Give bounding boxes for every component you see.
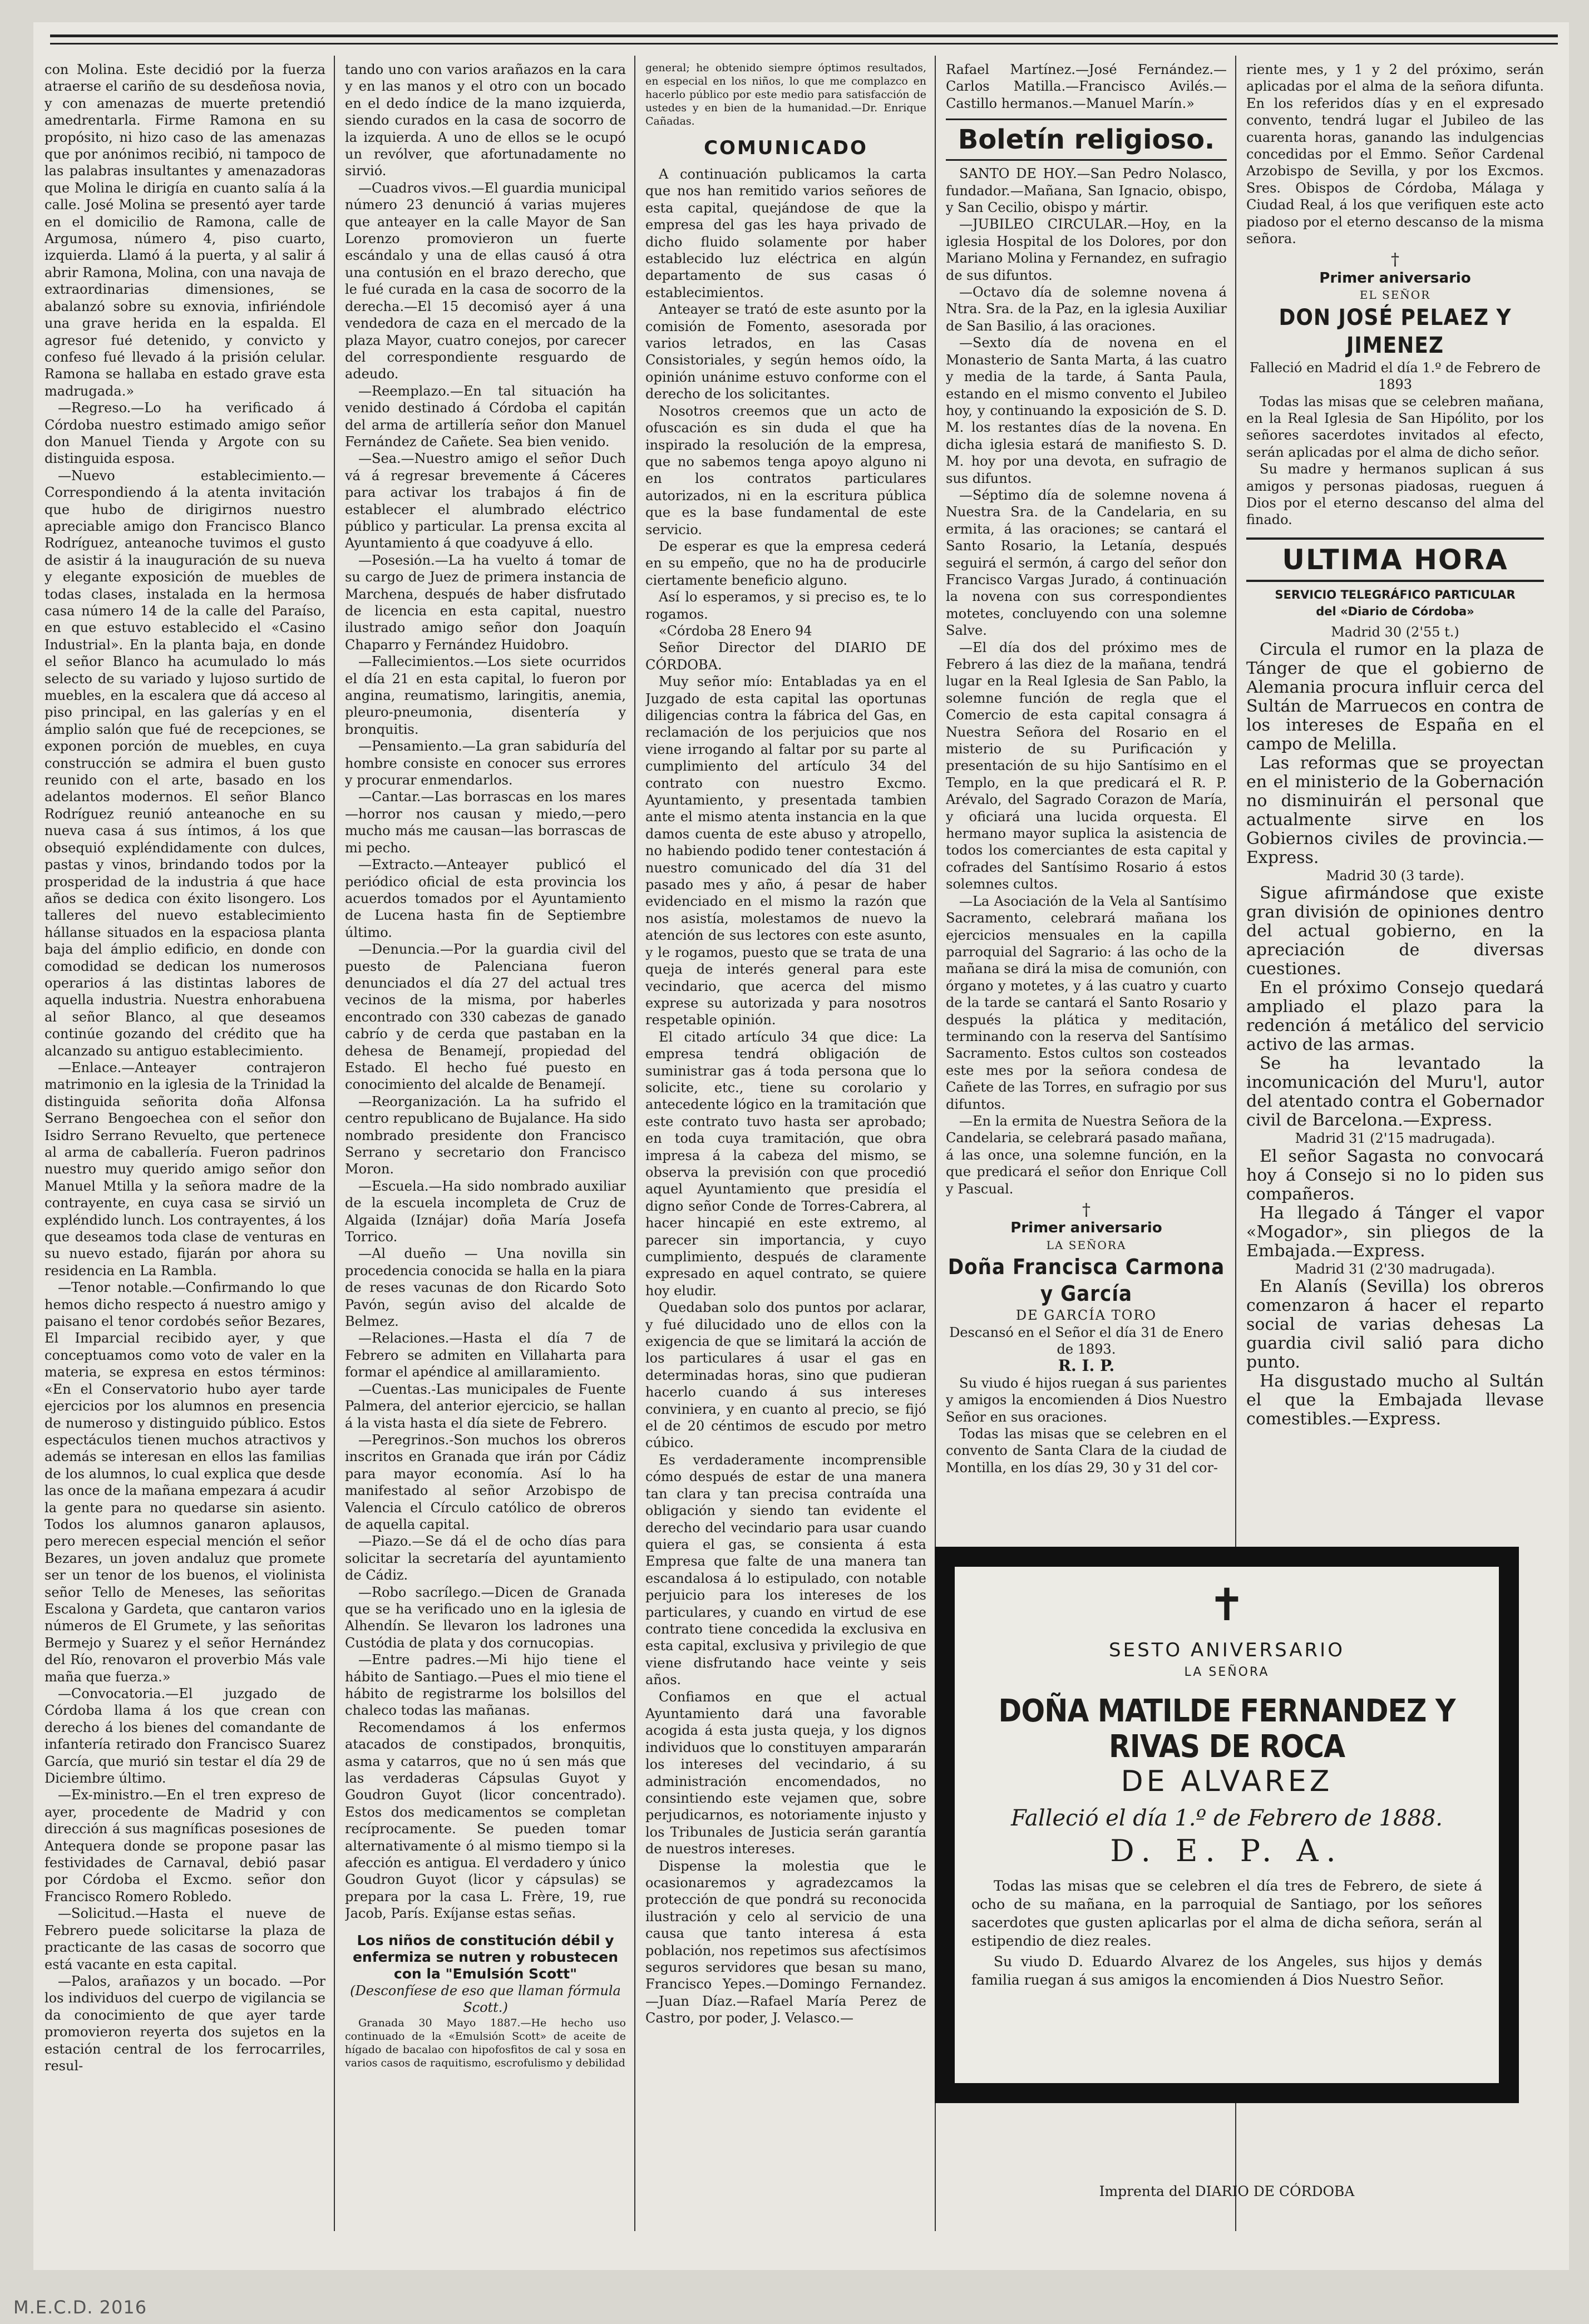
letter-paragraph: Así lo esperamos, y si preciso es, te lo rogamos. (645, 589, 926, 622)
cross-icon: ✝ (1208, 1579, 1246, 1631)
cross-icon: † (1082, 1200, 1090, 1220)
obituary-depa: D. E. P. A. (1110, 1833, 1344, 1868)
news-paragraph: con Molina. Este decidió por la fuerza atraerse el cariño de su desdeñosa novia, y con amenazas de muerte pretendió amedrentarla. Firme Ramona en su propósito, ni hizo caso de las amenazas que por anónimos recibió, ni tampoco de las palabras insultantes y amenazadoras que Molina le dirigía en cuanto salía á la calle. José Molina se presentó ayer tarde en el domicilio de Ramona, calle de Argumosa, número 4, piso cuarto, izquierda. Llamó á la puerta, y al salir á abrir Ramona, Molina, con una navaja de extraordinarias dimensiones, se abalanzó sobre su exnovia, infiriéndole una grave herida en la espalda. El agresor fué detenido, y convicto y confeso fué llevado á la prisión celular. Ramona se hallaba en estado grave esta madrugada.» (45, 62, 325, 399)
obituary-body: Su madre y hermanos suplican á sus amigos y personas piadosas, rueguen á Dios por el eterno descanso del alma del finado. (1246, 461, 1544, 528)
obituary-prefix: LA SEÑORA (1046, 1238, 1127, 1252)
letter-paragraph: De esperar es que la empresa cederá en su empeño, que no ha de producirle ciertamente beneficio alguno. (645, 538, 926, 588)
news-paragraph: —Escuela.—Ha sido nombrado auxiliar de la escuela incompleta de Cruz de Algaida (Iznájar) doña María Josefa Torrico. (345, 1178, 626, 1245)
news-paragraph: —Cuentas.-Las municipales de Fuente Palmera, del anterior ejercicio, se hallan á la vista hasta el día siete de Febrero. (345, 1381, 626, 1431)
continued-text: Rafael Martínez.—José Fernández.—Carlos Matilla.—Francisco Avilés.—Castillo hermanos.—Manuel Marín.» (946, 62, 1227, 111)
news-paragraph: —Ex-ministro.—En el tren expreso de ayer, procedente de Madrid y con dirección á sus magníficas posesiones de Antequera donde se propone pasar las festividades de Carnaval, debió pasar por Córdoba el Excmo. señor don Francisco Romero Robledo. (45, 1787, 325, 1904)
imprenta: Imprenta del DIARIO DE CÓRDOBA (1099, 2183, 1355, 2199)
dispatch-timestamp: Madrid 31 (2'30 madrugada). (1295, 1261, 1496, 1277)
telegraph-service: SERVICIO TELEGRÁFICO PARTICULAR (1275, 588, 1516, 601)
letter-paragraph: Quedaban solo dos puntos por aclarar, y fué dilucidado uno de ellos con la exigencia de que se limitará la acción de los particulares á usar el gas en determinadas horas, sino que pudieran hacerlo cuando á sus intereses conviniera, y en cuanto al precio, se fijó el de 20 céntimos de escudo por metro cúbico. (645, 1300, 926, 1451)
advert-body: Granada 30 Mayo 1887.—He hecho uso continuado de la «Emulsión Scott» de aceite de hígado de bacalao con hipofosfitos de cal y sosa en varios casos de raquitismo, escrofulismo y debilidad (345, 2016, 626, 2069)
letter-paragraph: A continuación publicamos la carta que nos han remitido varios señores de esta capital, quejándose de que la empresa del gas les haya privado de dicho fluido solamente por haber establecido luz eléctrica en algún departamento de sus casas ó establecimientos. (645, 166, 926, 300)
section-heading-boletin: Boletín religioso. (946, 119, 1227, 161)
news-paragraph: —Relaciones.—Hasta el día 7 de Febrero se admiten en Villaharta para formar el apéndice al amillaramiento. (345, 1330, 626, 1380)
obituary-died: Falleció el día 1.º de Febrero de 1888. (1010, 1805, 1443, 1831)
obituary-title: Primer aniversario (1010, 1220, 1162, 1237)
dispatch-timestamp: Madrid 30 (3 tarde). (1326, 867, 1464, 884)
news-paragraph: —Posesión.—La ha vuelto á tomar de su cargo de Juez de primera instancia de Marchena, después de haber disfrutado de licencia en esta capital, nuestro ilustrado amigo señor don Joaquín Chaparro y Fernández Huidobro. (345, 552, 626, 653)
obituary-name-2: DE GARCÍA TORO (1015, 1307, 1157, 1324)
obituary-name: DOÑA MATILDE FERNANDEZ Y RIVAS DE ROCA (998, 1693, 1455, 1765)
column-rule (634, 56, 635, 2231)
newspaper-page (33, 22, 1569, 2270)
news-paragraph: —Convocatoria.—El juzgado de Córdoba llama á los que crean con derecho á los bienes del comandante de infantería retirado don Francisco Suarez García, que murió sin testar el día 29 de Diciembre último. (45, 1686, 325, 1787)
news-paragraph: —Enlace.—Anteayer contrajeron matrimonio en la iglesia de la Trinidad la distinguida señorita doña Alfonsa Serrano Bengoechea con el señor don Isidro Serrano Revuelto, que pertenece al arma de caballería. Fueron padrinos nuestro muy querido amigo señor don Manuel Mtilla y la señora madre de la contrayente, en cuya casa se sirvió un expléndido lunch. Los contrayentes, á los que deseamos toda clase de venturas en su nuevo estado, fijarán por ahora su residencia en La Rambla. (45, 1059, 325, 1279)
religious-notice: SANTO DE HOY.—San Pedro Nolasco, fundador.—Mañana, San Ignacio, obispo, y San Cecilio, obispo y mártir. (946, 166, 1227, 216)
dispatch-timestamp: Madrid 30 (2'55 t.) (1331, 624, 1459, 640)
column-1 (45, 61, 325, 2237)
news-paragraph: —Entre padres.—Mi hijo tiene el hábito de Santiago.—Pues el mio tiene el hábito de registrarme los bolsillos del chaleco todas las mañanas. (345, 1652, 626, 1719)
letter-paragraph: Es verdaderamente incomprensible cómo después de estar de una manera tan clara y tan precisa contraída una obligación y siendo tan evidente el derecho del vecindario para usar cuando quiera el gas, se consienta á esta Empresa que falte de una manera tan escandalosa á lo estipulado, con notable perjuicio para los intereses de los particulares, y cuando en virtud de ese contrato tiene concedida la exclusiva en esta capital, exclusiva y privilegio de que viene disfrutando hace veinte y seis años. (645, 1452, 926, 1688)
obituary-died: Falleció en Madrid el día 1.º de Febrero de 1893 (1250, 359, 1541, 393)
column-5 (1246, 61, 1544, 1569)
obituary-rip: R. I. P. (1058, 1356, 1115, 1375)
dispatch-text: En el próximo Consejo quedará ampliado el plazo para la redención á metálico del servicio activo de las armas. (1246, 978, 1544, 1055)
obituary-black-frame (935, 1547, 1519, 2103)
news-paragraph: —Regreso.—Lo ha verificado á Córdoba nuestro estimado amigo señor don Manuel Tienda y Argote con su distinguida esposa. (45, 400, 325, 467)
column-2 (345, 61, 626, 2237)
dispatch-text: El señor Sagasta no convocará hoy á Consejo si no lo piden sus compañeros. (1246, 1146, 1544, 1204)
religious-notice: —JUBILEO CIRCULAR.—Hoy, en la iglesia Hospital de los Dolores, por don Mariano Molina y Fernandez, en sufragio de sus difuntos. (946, 216, 1227, 283)
religious-notice: —Octavo día de solemne novena á Ntra. Sra. de la Paz, en la iglesia Auxiliar de San Basilio, á las oraciones. (946, 284, 1227, 334)
religious-notice: —El día dos del próximo mes de Febrero á las diez de la mañana, tendrá lugar en la Real Iglesia de San Pablo, la solemne función de regla que el Comercio de esta capital consagra á Nuestra Señora del Rosario en el misterio de su Purificación y presentación de su hijo Santísimo en el Templo, en la que predicará el R. P. Arévalo, del Sagrado Corazon de María, y oficiará una lucida orquesta. El hermano mayor suplica la asistencia de todos los comerciantes de esta capital y cofrades del Santísimo Rosario á estos solemnes cultos. (946, 639, 1227, 892)
column-rule (334, 56, 335, 2231)
letter-paragraph: Muy señor mío: Entabladas ya en el Juzgado de esta capital las oportunas diligencias contra la fábrica del Gas, en reclamación de los perjuicios que nos viene irrogando al faltar por su parte al cumplimiento del artículo 34 del contrato con nuestro Excmo. Ayuntamiento, y presentada tambien ante el mismo atenta instancia en la que damos cuenta de este abuso y atropello, no habiendo podido tener contestación á nuestro comunicado del día 31 del pasado mes y año, á pesar de haber evidenciado en el mismo la razón que nos asistía, molestamos de nuevo la atención de sus lectores con este asunto, y le rogamos, puesto que se trata de una queja de interés general para este vecindario, que acerca del mismo exprese su autorizada y para nosotros respetable opinión. (645, 674, 926, 1028)
religious-notice: —La Asociación de la Vela al Santísimo Sacramento, celebrará mañana los ejercicios mensuales en la capilla parroquial del Sagrario: á las ocho de la mañana se dirá la misa de comunión, con órgano y motetes, y á las cuatro y cuarto de la tarde se cantará el Santo Rosario y después la plática y meditación, terminando con la reserva del Santísimo Sacramento. Estos cultos son costeados este mes por la señora condesa de Cañete de las Torres, en sufragio por sus difuntos. (946, 893, 1227, 1112)
news-paragraph: —Cuadros vivos.—El guardia municipal número 23 denunció á varias mujeres que anteayer en la calle Mayor de San Lorenzo promovieron un fuerte escándalo y una de ellas causó á otra una contusión en el brazo derecho, que le fué curada en la casa de socorro de la derecha.—El 15 decomisó ayer á una vendedora de caza en el mercado de la plaza Mayor, cuatro conejos, por carecer del correspondiente resguardo de adeudo. (345, 180, 626, 382)
advert-subtitle: (Desconfíese de eso que llaman fórmula Scott.) (350, 1982, 621, 2016)
section-heading-comunicado: COMUNICADO (704, 137, 868, 159)
dispatch-text: Ha disgustado mucho al Sultán el que la Embajada llevase comestibles.—Express. (1246, 1371, 1544, 1429)
news-paragraph: tando uno con varios arañazos en la cara y en las manos y el otro con un bocado en el dedo índice de la mano izquierda, siendo curados en la casa de socorro de la izquierda. A uno de ellos se le ocupó un revólver, que afortunadamente no sirvió. (345, 62, 626, 179)
religious-notice: —Séptimo día de solemne novena á Nuestra Sra. de la Candelaria, en su ermita, á las oraciones; se cantará el Santo Rosario, la Letanía, después seguirá el sermón, á cargo del señor don Francisco Vargas Jurado, á continuación la novena con sus correspondientes motetes, concluyendo con una solemne Salve. (946, 487, 1227, 639)
letter-paragraph: Señor Director del DIARIO DE CÓRDOBA. (645, 640, 926, 673)
ultima-hora-heading: ULTIMA HORA (1246, 537, 1544, 582)
news-paragraph: —Reorganización. La ha sufrido el centro republicano de Bujalance. Ha sido nombrado presidente don Francisco Serrano y secretario don Francisco Moron. (345, 1093, 626, 1177)
letter-paragraph: Dispense la molestia que le ocasionaremos y agradezcamos la protección de que pondrá su reconocida ilustración y celo al servicio de una causa que tanto interesa á esta población, nos repetimos sus afectísimos seguros servidores que besan su mano, Francisco Yepes.—Domingo Fernandez.—Juan Díaz.—Rafael María Perez de Castro, por poder, J. Velasco.— (645, 1858, 926, 2026)
news-paragraph: —Cantar.—Las borrascas en los mares—horror nos causan y miedo,—pero mucho más me causan—las borrascas de mi pecho. (345, 789, 626, 856)
obituary-name-2: DE ALVAREZ (1121, 1765, 1333, 1798)
cross-icon: † (1391, 250, 1399, 270)
continued-text: riente mes, y 1 y 2 del próximo, serán aplicadas por el alma de la señora difunta. En los referidos días y en el expresado convento, tendrá lugar el Jubileo de las cuarenta horas, ganando las indulgencias concedidas por el Emmo. Señor Cardenal Arzobispo de Sevilla, y por los Excmos. Sres. Obispos de Córdoba, Málaga y Ciudad Real, á los que verifiquen este acto piadoso por el eterno descanso de la misma señora. (1246, 62, 1544, 247)
news-paragraph: —Robo sacrílego.—Dicen de Granada que se ha verificado uno en la iglesia de Alhendín. Se llevaron los ladrones una Custódia de plata y dos cornucopias. (345, 1584, 626, 1651)
religious-notice: —Sexto día de novena en el Monasterio de Santa Marta, á las cuatro y media de la tarde, á Santa Paula, estando en el mismo convento el Jubileo hoy, y continuando la exposición de S. D. M. los restantes días de la novena. En dicha iglesia estará de manifiesto S. D. M. hoy por una devota, en sufragio de sus difuntos. (946, 335, 1227, 486)
obituary-anniversary: SESTO ANIVERSARIO (1109, 1639, 1345, 1661)
letter-paragraph: Confiamos en que el actual Ayuntamiento dará una favorable acogida á esta justa queja, y los dignos individuos que lo constituyen ampararán los intereses del vecindario, á su administración encomendados, no consintiendo este vejamen que, sobre perjudicarnos, es notoriamente injusto y los Tribunales de Justicia serán garantía de nuestros intereses. (645, 1689, 926, 1857)
column-3 (645, 61, 926, 2237)
dispatch-text: En Alanís (Sevilla) los obreros comenzaron á hacer el reparto social de varias dehesas La guardia civil salió para dicho punto. (1246, 1277, 1544, 1373)
obituary-name: Doña Francisca Carmona y García (948, 1255, 1225, 1306)
dispatch-text: Ha llegado á Tánger el vapor «Mogador», sin pliegos de la Embajada.—Express. (1246, 1203, 1544, 1261)
letter-paragraph: «Córdoba 28 Enero 94 (659, 623, 812, 639)
news-paragraph: —Piazo.—Se dá el de ocho días para solicitar la secretaría del ayuntamiento de Cádiz. (345, 1533, 626, 1583)
column-4 (946, 61, 1227, 1569)
news-paragraph: —Nuevo establecimiento.—Correspondiendo á la atenta invitación que hubo de dirigirnos nuestro apreciable amigo don Francisco Blanco Rodríguez, anteanoche tuvimos el gusto de asistir á la inauguración de su nueva y elegante exposición de muebles de todas clases, instalada en la hermosa casa número 14 de la calle del Paraíso, en que estuvo establecido el «Casino Industrial». En la planta baja, en donde el señor Blanco ha acumulado lo más selecto de su variado y lujoso surtido de muebles, en la escalera que dá acceso al piso principal, en las galerías y en el ámplio salón que fué de recepciones, se exponen porción de muebles, en cuya construcción se admira el buen gusto reunido con el arte, basado en los adelantos modernos. El señor Blanco Rodríguez reunió anteanoche en su nueva casa á sus íntimos, á los que obsequió expléndidamente con dulces, pastas y vinos, brindando todos por la prosperidad de la industria á que hace años se dedica con éxito lisongero. Los talleres del nuevo establecimiento hállanse situados en la espaciosa planta baja del ámplio edificio, en donde con comodidad se dedican los numerosos operarios á las distintas labores de aquella industria. Nuestra enhorabuena al señor Blanco, al que deseamos continúe gozando del crédito que ha alcanzado su antiguo establecimiento. (45, 467, 325, 1059)
obituary-body: Todas las misas que se celebren en el convento de Santa Clara de la ciudad de Montilla, en los días 29, 30 y 31 del cor- (946, 1426, 1227, 1476)
obituary-died: Descansó en el Señor el día 31 de Enero de 1893. (949, 1324, 1223, 1358)
dispatch-timestamp: Madrid 31 (2'15 madrugada). (1295, 1131, 1496, 1147)
news-paragraph: —Palos, arañazos y un bocado. —Por los individuos del cuerpo de vigilancia se da conocimiento de que ayer tarde promovieron reyerta dos sujetos en la estación central de los ferrocarriles, resul- (45, 1973, 325, 2074)
news-paragraph: —Al dueño — Una novilla sin procedencia conocida se halla en la piara de reses vacunas de don Ricardo Soto Pavón, según aviso del alcalde de Belmez. (345, 1246, 626, 1330)
archive-watermark: M.E.C.D. 2016 (13, 2297, 147, 2318)
letter-paragraph: Anteayer se trató de este asunto por la comisión de Fomento, asesorada por varios letrados, en las Casas Consistoriales, y según hemos oído, la opinión unánime estuvo conforme con el derecho de los solicitantes. (645, 302, 926, 402)
news-paragraph: —Sea.—Nuestro amigo el señor Duch vá á regresar brevemente á Cáceres para activar los trabajos á fin de establecer el alumbrado eléctrico público y particular. La prensa excita al Ayuntamiento á que coadyuve á ello. (345, 451, 626, 551)
dispatch-text: Se ha levantado la incomunicación del Muru'l, autor del atentado contra el Gobernador civil de Barcelona.—Express. (1246, 1054, 1544, 1131)
news-paragraph: —Pensamiento.—La gran sabiduría del hombre consiste en conocer sus errores y procurar enmendarlos. (345, 738, 626, 788)
news-paragraph: —Extracto.—Anteayer publicó el periódico oficial de esta provincia los acuerdos tomados por el Ayuntamiento de Lucena hasta fin de Septiembre último. (345, 857, 626, 940)
obituary-prefix: EL SEÑOR (1359, 288, 1431, 302)
dispatch-text: Circula el rumor en la plaza de Tánger de que el gobierno de Alemania procura influir cerca del Sultán de Marruecos en contra de los intereses de España en el campo de Melilla. (1246, 639, 1544, 754)
news-paragraph: —Denuncia.—Por la guardia civil del puesto de Palenciana fueron denunciados el día 27 del actual tres vecinos de la misma, por haberles encontrado con 330 cabezas de ganado cabrío y de cerda que pastaban en la dehesa de Benamejí, propiedad del Estado. El hecho fué puesto en conocimiento del alcalde de Benamejí. (345, 941, 626, 1093)
religious-notice: —En la ermita de Nuestra Señora de la Candelaria, se celebrará pasado mañana, á las once, una solemne función, en la que predicará el señor don Enrique Coll y Pascual. (946, 1113, 1227, 1197)
advert-title: Los niños de constitución débil y enfermiza se nutren y robustecen con la "Emulsión Scott" (352, 1932, 619, 1982)
obituary-body-1: Todas las misas que se celebren el día tres de Febrero, de siete á ocho de su mañana, en la parroquial de Santiago, por los señores sacerdotes que gusten aplicarlas por el alma de dicha señora, serán al estipendio de diez reales. (971, 1878, 1482, 1949)
obituary-title: Primer aniversario (1319, 269, 1471, 287)
obituary-box (955, 1567, 1499, 2083)
obituary-name: DON JOSÉ PELAEZ Y JIMENEZ (1279, 304, 1512, 358)
obituary-prefix: LA SEÑORA (1184, 1665, 1270, 1679)
news-paragraph: —Fallecimientos.—Los siete ocurridos el día 21 en esta capital, lo fueron por angina, reumatismo, laringitis, anemia, pleuro-pneumonia, disentería y bronquitis. (345, 654, 626, 737)
top-double-rule (50, 34, 1558, 45)
dispatch-text: Sigue afirmándose que existe gran división de opiniones dentro del actual gobierno, en la apreciación de diversas cuestiones. (1246, 884, 1544, 979)
news-paragraph: —Reemplazo.—En tal situación ha venido destinado á Córdoba el capitán del arma de artillería señor don Manuel Fernández de Cañete. Sea bien venido. (345, 383, 626, 450)
news-paragraph: —Solicitud.—Hasta el nueve de Febrero puede solicitarse la plaza de practicante de las casas de socorro que está vacante en esta capital. (45, 1906, 325, 1972)
news-paragraph: —Tenor notable.—Confirmando lo que hemos dicho respecto á nuestro amigo y paisano el tenor cordobés señor Bezares, El Imparcial recibido ayer, y que conceptuamos como voto de valer en la materia, se expresa en estos términos: «En el Conservatorio hubo ayer tarde ejercicios por los alumnos en presencia de numeroso y distinguido público. Estos espectáculos tienen muchos atractivos y además se interesan en ellos las familias de los alumnos, lo cual explica que desde las once de la mañana empezara á acudir la gente para no quedarse sin asiento. Todos los alumnos ganaron aplausos, pero merecen especial mención el señor Bezares, un joven andaluz que promete ser un tenor de los buenos, el violinista señor Tello de Meneses, las señoritas Escalona y Gardeta, que cantaron varios números de El Grumete, y las señoritas Bermejo y Suarez y el señor Hernández del Río, renovaron el proverbio Más vale maña que fuerza.» (45, 1280, 325, 1685)
telegraph-service-2: del «Diario de Córdoba» (1316, 605, 1474, 619)
continued-text: general; he obtenido siempre óptimos resultados, en especial en los niños, lo que me complazco en hacerlo público por este medio para satisfacción de ustedes y en bien de la humanidad.—Dr. Enrique Cañadas. (645, 62, 926, 127)
news-paragraph: —Peregrinos.-Son muchos los obreros inscritos en Granada que irán por Cádiz para mayor economía. Así lo ha manifestado al señor Arzobispo de Valencia el Círculo católico de obreros de aquella capital. (345, 1432, 626, 1532)
dispatch-text: Las reformas que se proyectan en el ministerio de la Gobernación no disminuirán el personal que actualmente sirve en los Gobiernos civiles de provincia.—Express. (1246, 753, 1544, 867)
letter-paragraph: El citado artículo 34 que dice: La empresa tendrá obligación de suministrar gas á toda persona que lo solicite, etc., tiene su corolario y antecedente lógico en la tramitación que este contrato tuvo hasta ser aprobado; en toda cuya tramitación, que obra impresa á la cabeza del mismo, se observa la previsión con que procedió aquel Ayuntamiento que presidía el digno señor Conde de Torres-Cabrera, al hacer hincapié en este extremo, al parecer sin importancia, y cuyo cumplimiento, después de claramente expresado en aquel contrato, se quiere hoy eludir. (645, 1029, 926, 1299)
obituary-body-2: Su viudo D. Eduardo Alvarez de los Angeles, sus hijos y demás familia ruegan á sus amigos la encomienden á Dios Nuestro Señor. (971, 1953, 1482, 1988)
letter-paragraph: Nosotros creemos que un acto de ofuscación es sin duda el que ha inspirado la resolución de la empresa, que no sabemos tenga apoyo alguno ni en los contratos particulares autorizados, ni en la escritura pública que es la base fundamental de este servicio. (645, 403, 926, 537)
obituary-body: Todas las misas que se celebren mañana, en la Real Iglesia de San Hipólito, por los señores sacerdotes invitados al efecto, serán aplicadas por el alma de dicho señor. (1246, 393, 1544, 460)
news-paragraph: Recomendamos á los enfermos atacados de constipados, bronquitis, asma y catarros, que no ú sen más que las verdaderas Cápsulas Guyot y Goudron Guyot (licor concentrado). Estos dos medicamentos se completan recíprocamente. Se pueden tomar alternativamente ó al mismo tiempo si la afección es antigua. El verdadero y único Goudron Guyot (licor y cápsulas) se prepara por la casa L. Frère, 19, rue Jacob, París. Exíjanse estas señas. (345, 1719, 626, 1922)
obituary-body: Su viudo é hijos ruegan á sus parientes y amigos la encomienden á Dios Nuestro Señor en sus oraciones. (946, 1375, 1227, 1425)
